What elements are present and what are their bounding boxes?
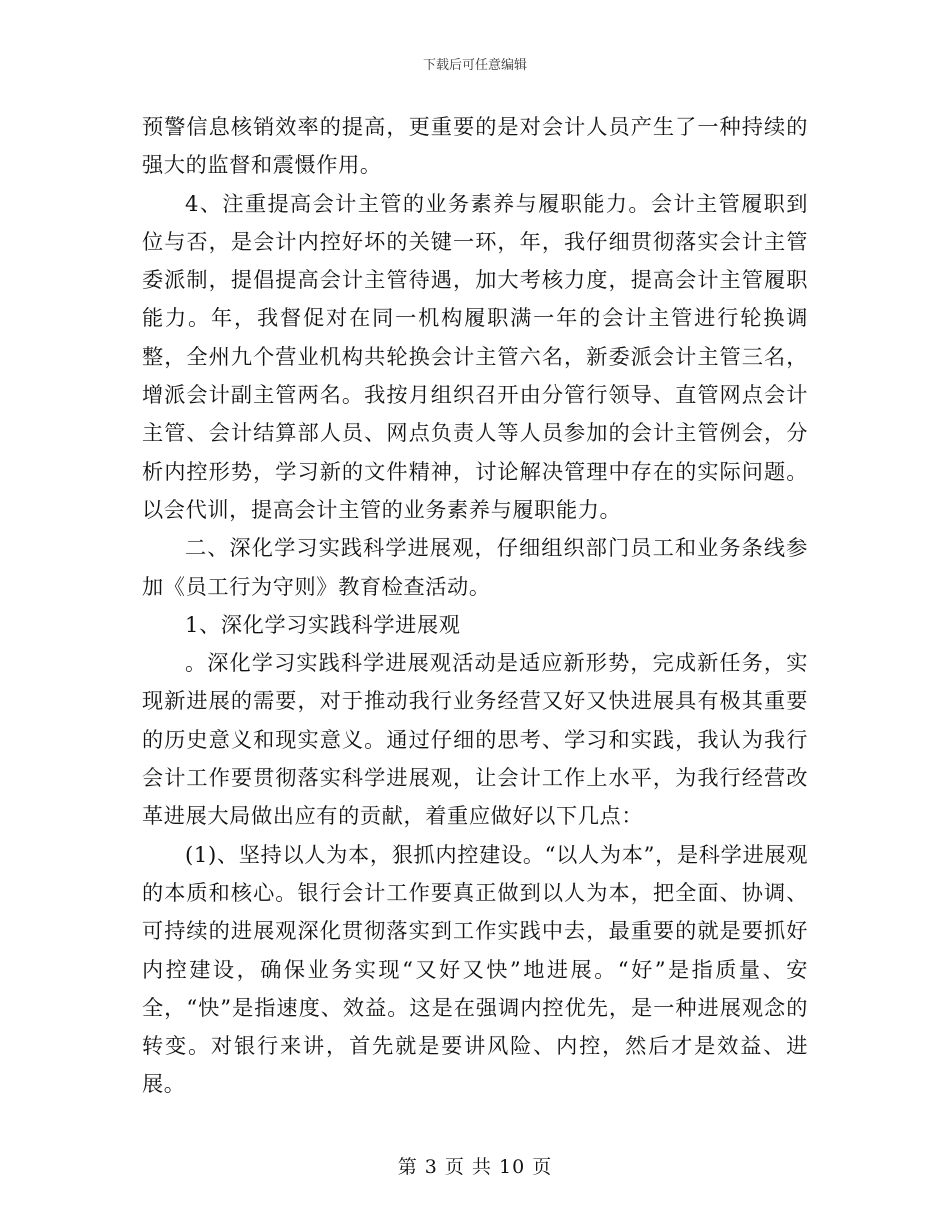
page-number-footer [0, 1152, 950, 1179]
page-header-note: 下载后可任意编辑 [422, 58, 527, 73]
paragraph-continuation: 预警信息核销效率的提高，更重要的是对会计人员产生了一种持续的强大的监督和震慑作用。 [142, 114, 808, 178]
paragraph-point-1: (1)、坚持以人为本，狠抓内控建设。“以人为本”，是科学进展观的本质和核心。银行会计工作要真正做到以人为本，把全面、协调、可持续的进展观深化贯彻落实到工作实践中去，最重要的就是要抓好内控建设，确保业务实现“又好又快”地进展。“好”是指质量、安全，“快”是指速度、效益。这是在强调内控优先，是一种进展观念的转变。对银行来讲，首先就是要讲风险、内控，然后才是效益、进展。 [142, 841, 808, 1097]
document-body [142, 108, 808, 1104]
paragraph-practice-intro: 。深化学习实践科学进展观活动是适应新形势，完成新任务，实现新进展的需要，对于推动我行业务经营又好又快进展具有极其重要的历史意义和现实意义。通过仔细的思考、学习和实践，我认为我行会计工作要贯彻落实科学进展观，让会计工作上水平，为我行经营改革进展大局做出应有的贡献，着重应做好以下几点： [142, 650, 808, 829]
paragraph-section-2-heading: 二、深化学习实践科学进展观，仔细组织部门员工和业务条线参加《员工行为守则》教育检查活动。 [142, 535, 808, 599]
page-number-label: 第 3 页 共 10 页 [397, 1156, 553, 1178]
paragraph-item-4: 4、注重提高会计主管的业务素养与履职能力。会计主管履职到位与否，是会计内控好坏的关键一环，年，我仔细贯彻落实会计主管委派制，提倡提高会计主管待遇，加大考核力度，提高会计主管履职能力。年，我督促对在同一机构履职满一年的会计主管进行轮换调整，全州九个营业机构共轮换会计主管六名，新委派会计主管三名，增派会计副主管两名。我按月组织召开由分管行领导、直管网点会计主管、会计结算部人员、网点负责人等人员参加的会计主管例会，分析内控形势，学习新的文件精神，讨论解决管理中存在的实际问题。以会代训，提高会计主管的业务素养与履职能力。 [142, 190, 808, 522]
paragraph-subheading-1: 1、深化学习实践科学进展观 [185, 611, 461, 637]
